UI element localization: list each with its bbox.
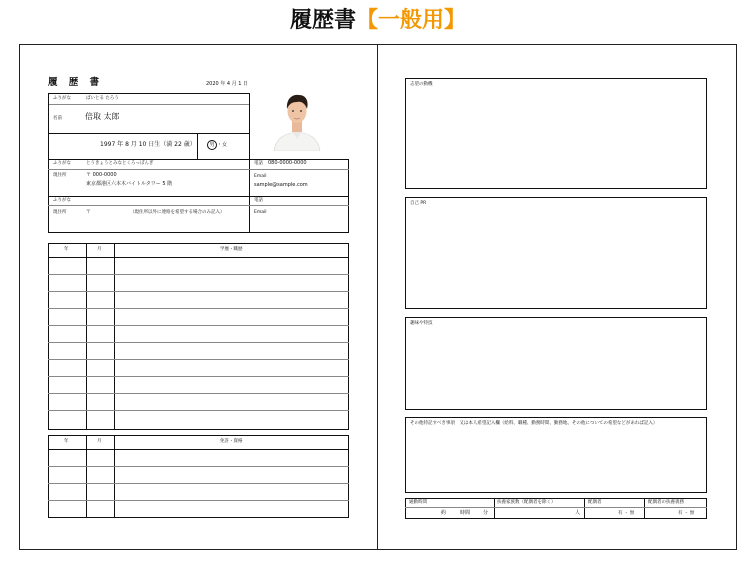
history-year-header: 年 <box>64 247 69 252</box>
self-pr-box[interactable] <box>405 197 707 309</box>
table-row <box>48 359 349 360</box>
history-col-header: 学歴・職歴 <box>220 247 243 252</box>
page-fold-line <box>377 44 378 550</box>
table-row <box>48 449 349 450</box>
contact-furigana-divider <box>48 205 349 206</box>
address-furigana-divider <box>48 169 349 170</box>
name-bottom-line <box>48 133 249 134</box>
gender-divider <box>197 133 198 159</box>
info-divider-1 <box>494 498 495 519</box>
info-divider-3 <box>644 498 645 519</box>
motivation-label: 志望の動機 <box>410 82 433 87</box>
name-value: 倍取 太郎 <box>85 112 120 121</box>
contact-email-label: Email <box>254 210 267 215</box>
name-label: 名前 <box>53 116 62 121</box>
email-value: sample@sample.com <box>254 182 308 188</box>
motivation-box[interactable] <box>405 78 707 189</box>
email-label: Email <box>254 174 267 179</box>
table-row <box>48 274 349 275</box>
license-table <box>48 435 349 518</box>
phone-label: 電話 <box>254 161 263 166</box>
page-header <box>0 6 756 36</box>
name-top-line <box>48 93 249 94</box>
table-row <box>48 342 349 343</box>
address-label: 現住所 <box>53 173 67 178</box>
hobby-box[interactable] <box>405 317 707 410</box>
contact-phone-label: 電話 <box>254 198 263 203</box>
spouse-duty-options[interactable]: 有 ・ 無 <box>678 511 695 516</box>
contact-divider <box>249 196 250 233</box>
spouse-duty-label: 配偶者の扶養義務 <box>648 500 684 505</box>
header-title: 履歴書 <box>289 8 356 33</box>
contact-postal: 〒 <box>86 210 91 215</box>
license-month-col <box>114 435 115 518</box>
table-row <box>48 291 349 292</box>
table-row <box>48 466 349 467</box>
table-row <box>48 325 349 326</box>
phone-value: 080-0000-0000 <box>268 160 307 166</box>
name-left-border <box>48 93 49 159</box>
table-row <box>48 393 349 394</box>
gender-separator: ・ <box>217 142 223 148</box>
dependents-label: 扶養家族数（配偶者を除く） <box>497 500 556 505</box>
info-row-divider <box>405 507 707 508</box>
table-row <box>48 308 349 309</box>
license-year-col <box>86 435 87 518</box>
address-postal: 〒 000-0000 <box>86 172 117 178</box>
table-row <box>48 410 349 411</box>
id-photo <box>270 87 324 151</box>
request-label: その他特記すべき事項 又は本人希望記入欄（給料、職種、勤務時間、勤務地、その他についての希望などがあれば記入） <box>410 421 658 426</box>
commute-minutes: 分 <box>483 510 489 516</box>
address-value: 東京都港区六本木バイトルタワー 5 階 <box>86 181 173 187</box>
gender-selector[interactable] <box>207 140 227 150</box>
doc-title: 履 歴 書 <box>48 77 104 88</box>
address-furigana-label: ふりがな <box>53 161 71 166</box>
contact-furigana-label: ふりがな <box>53 198 71 203</box>
contact-address-label: 現住所 <box>53 210 67 215</box>
name-furigana-label: ふりがな <box>53 96 71 101</box>
spouse-label: 配偶者 <box>588 500 602 505</box>
header-accent: 【一般用】 <box>356 8 467 33</box>
request-box[interactable] <box>405 417 707 493</box>
furigana-divider <box>48 104 249 105</box>
doc-date: 2020 年 4 月 1 日 <box>206 81 249 87</box>
history-month-header: 月 <box>97 247 102 252</box>
info-divider-2 <box>584 498 585 519</box>
self-pr-label: 自己 PR <box>410 201 427 206</box>
history-year-col <box>86 243 87 430</box>
address-furigana: とうきょうとみなとくろっぽんぎ <box>86 161 154 166</box>
dependents-unit: 人 <box>575 510 581 516</box>
person-photo-icon <box>270 87 324 151</box>
spouse-options[interactable]: 有 ・ 無 <box>618 511 635 516</box>
name-right-border <box>249 93 250 159</box>
table-row <box>48 376 349 377</box>
commute-hours: 時間 <box>460 510 471 516</box>
license-year-header: 年 <box>64 439 69 444</box>
table-row <box>48 500 349 501</box>
license-month-header: 月 <box>97 439 102 444</box>
gender-male[interactable]: 男 <box>207 140 217 150</box>
license-col-header: 免許・資格 <box>220 439 243 444</box>
commute-about: 約 <box>441 510 447 516</box>
commute-label: 通勤時間 <box>409 500 427 505</box>
history-month-col <box>114 243 115 430</box>
birth-value: 1997 年 8 月 10 日生（満 22 歳） <box>100 141 196 148</box>
name-furigana: ばいとる たろう <box>86 96 119 101</box>
table-row <box>48 483 349 484</box>
history-table <box>48 243 349 430</box>
table-row <box>48 257 349 258</box>
gender-female[interactable]: 女 <box>222 142 228 148</box>
hobby-label: 趣味や特技 <box>410 321 433 326</box>
contact-note: （現住所以外に連絡を希望する場合のみ記入） <box>130 210 225 215</box>
